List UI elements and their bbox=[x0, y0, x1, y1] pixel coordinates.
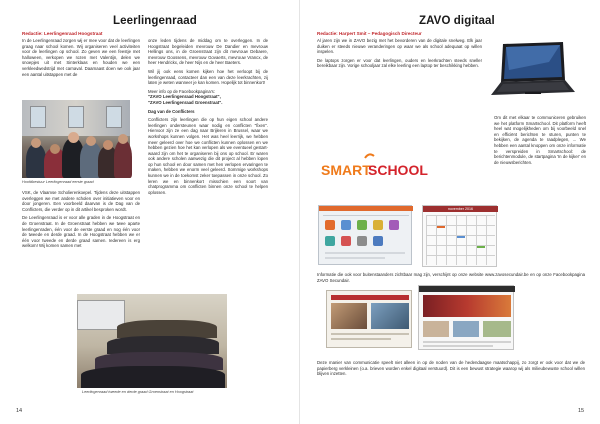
laptop-image bbox=[489, 40, 577, 100]
smartschool-logo-icon bbox=[318, 148, 428, 188]
paragraph: VSK, de Vlaamse Scholierenkoepel. Tijdens deze uitstappen overleggen we met andere scholen over initiatieven voor en door jongeren. Een voorbeeld daarvan is de Dag van de Conflicters, die verder op in dit artikel besproken wordt. bbox=[22, 190, 140, 212]
paragraph: onze leden tijdens de middag om te overleggen. In de Hoogstraat begeleiden mevrouw De Dandier en mevrouw Hellings ons, in de Groenstraat zijn dit mevrouw Debaere, mevrouw Goossens, mevrouw Govaerts, mevrouw Vrancx, de heer Hendrickx, de heer Nijs en de heer Baeters. bbox=[148, 38, 268, 66]
zavo-closing-text: Deze manier van communicatie speelt niet alleen in op de noden van de hedendaagse maatschappij, zo zorgt er ook voor dat we de papierberg verkleinen (o.a. brieven worden enkel digitaal verstuurd). Dit is een bewust strategie waarop wij als milieubewuste school willen blijven inzetten. bbox=[317, 360, 585, 377]
paragraph: De Leerlingenraad is er voor alle graden in de Hoogstraat en de Groenstraat. In de Groenstraat hebben we twee aparte leerlingenraden, één voor de eerste graad en nog één voor de tweede en derde graad. In de Hoogstraat hebben we er één voor tweede en derde graad samen. Iedereen is erg welkom! Wij komen samen met bbox=[22, 215, 140, 249]
news-article-screenshot bbox=[326, 290, 412, 348]
zavo-smartschool-text: Om dit met elkaar te communiceren gebruiken we het platform Smartschool. Dit platform heeft heel wat mogelijkheden om bij voorbeeld snel en efficiënt berichten te sturen, punten te bekijken, de agenda te raadplegen, ... We hebben een aantal knoppen om onze informatie te verspreiden in Smartschool: de berichtenmodule, de startpagina 'In de kijker' en de nieuwsberichten. bbox=[494, 115, 586, 165]
paragraph: Wil jij ook eens komen kijken hoe het verloopt bij de leerlingenraad, contacteer dan een van deze leerkrachten, zij laten je weten wanneer je kan komen. Hopelijk tot binnenkort! bbox=[148, 68, 268, 86]
calendar-screenshot bbox=[422, 205, 497, 267]
section-heading: Dag van de Conflicters bbox=[148, 108, 195, 114]
svg-text:SMART: SMART bbox=[321, 162, 371, 178]
leerlingenraad-title: Leerlingenraad bbox=[113, 15, 197, 27]
smartschool-dashboard-screenshot bbox=[318, 205, 412, 265]
leerlingenraad-col2 bbox=[148, 38, 268, 198]
leerlingenraad-byline: Redactie: Leerlingenraad Hoogstraat bbox=[22, 31, 103, 36]
paragraph: Meer info op de Facebookpagina's: bbox=[148, 88, 215, 94]
page-number: 15 bbox=[578, 408, 585, 414]
photo1-caption: Hoofdbestuur Leerlingenraad eerste graad bbox=[22, 180, 94, 184]
page-number: 14 bbox=[16, 408, 23, 414]
zavo-intro bbox=[317, 38, 482, 72]
calendar-month-label: november 2016 bbox=[423, 206, 498, 212]
facebook-page-2: "ZAVO Leerlingenraad Groenstraat". bbox=[148, 99, 223, 105]
zavo-website-text: Informatie die ook voor buitenstaanders zichtbaar mag zijn, verschijnt op onze website www.zavosecundair.be en op onze Facebookpagina ZAVO Secundair. bbox=[317, 272, 585, 283]
classroom-photo bbox=[77, 294, 227, 388]
paragraph: Conflicters zijn leerlingen die op hun eigen school andere leerlingen ondersteunen waar nodig en conflicten "fixen". Hiervoor zijn ze een dag naar Brijleren in Brussel, waar we workshops kunnen volgen. Het was heel leerrijk, we hebben meer geleerd over hoe we conflicten kunnen oplossen en we hebben gezien hoe het kan verlopen als we eventueel gestart-waard zijn om het te organiseren bij ons op school. Er waren ook andere scholen aanwezig die dit project al hebben lopen op hun school en door samen met hen verlopen ervaringen te maken, hebben we enorm veel geleerd. Sommige workshops kunnen we in de toekomst zeker toepassen in onze school. Zo leren we en binnenkort misschien een soort van chatprogramma om conflicten binnen onze school te helpen oplossen. bbox=[148, 117, 268, 195]
zavo-byline: Redactie: Harpert Smit – Pedagogisch Directeur bbox=[317, 31, 422, 36]
facebook-page-1: "ZAVO Leerlingenraad Hoogstraat", bbox=[148, 94, 221, 100]
paragraph: De laptops zorgen er voor dat leerlingen, ouders en leerkrachten steeds sneller bereikbaar zijn. Vorige schooljaar zal elke leerling een laptop ter beschikking hebben. bbox=[317, 57, 482, 69]
paragraph: Al jaren zijn we in ZAVO bezig met het bevorderen van de digitale snelweg. Elk jaar duiken er steeds nieuwe veranderingen op waar we als school adequaat op willen inspelen. bbox=[317, 38, 482, 55]
student-council-photo bbox=[22, 100, 130, 178]
zavo-digitaal-title: ZAVO digitaal bbox=[419, 15, 495, 27]
svg-text:SCHOOL: SCHOOL bbox=[368, 162, 428, 178]
leerlingenraad-col1-bottom bbox=[22, 190, 140, 252]
school-website-screenshot bbox=[418, 285, 514, 350]
photo2-caption: Leerlingenraad tweede en derde graad Groenstraat en Hoogstraat bbox=[82, 390, 194, 394]
leerlingenraad-intro: In de Leerlingenraad zorgen wij er mee voor dat de leerlingen graag naar school komen. Wij organiseren veel activiteiten voor de leerlingen op school. Zo geven we een feestje met halloween, verkopen we rozen met Valentijn, delen we snoepjes uit met Sinterklaas en houden we een verkleedwedstrijd met carnaval. Daarnaast doen we ook jaar een aantal uitstappen met de bbox=[22, 38, 140, 77]
